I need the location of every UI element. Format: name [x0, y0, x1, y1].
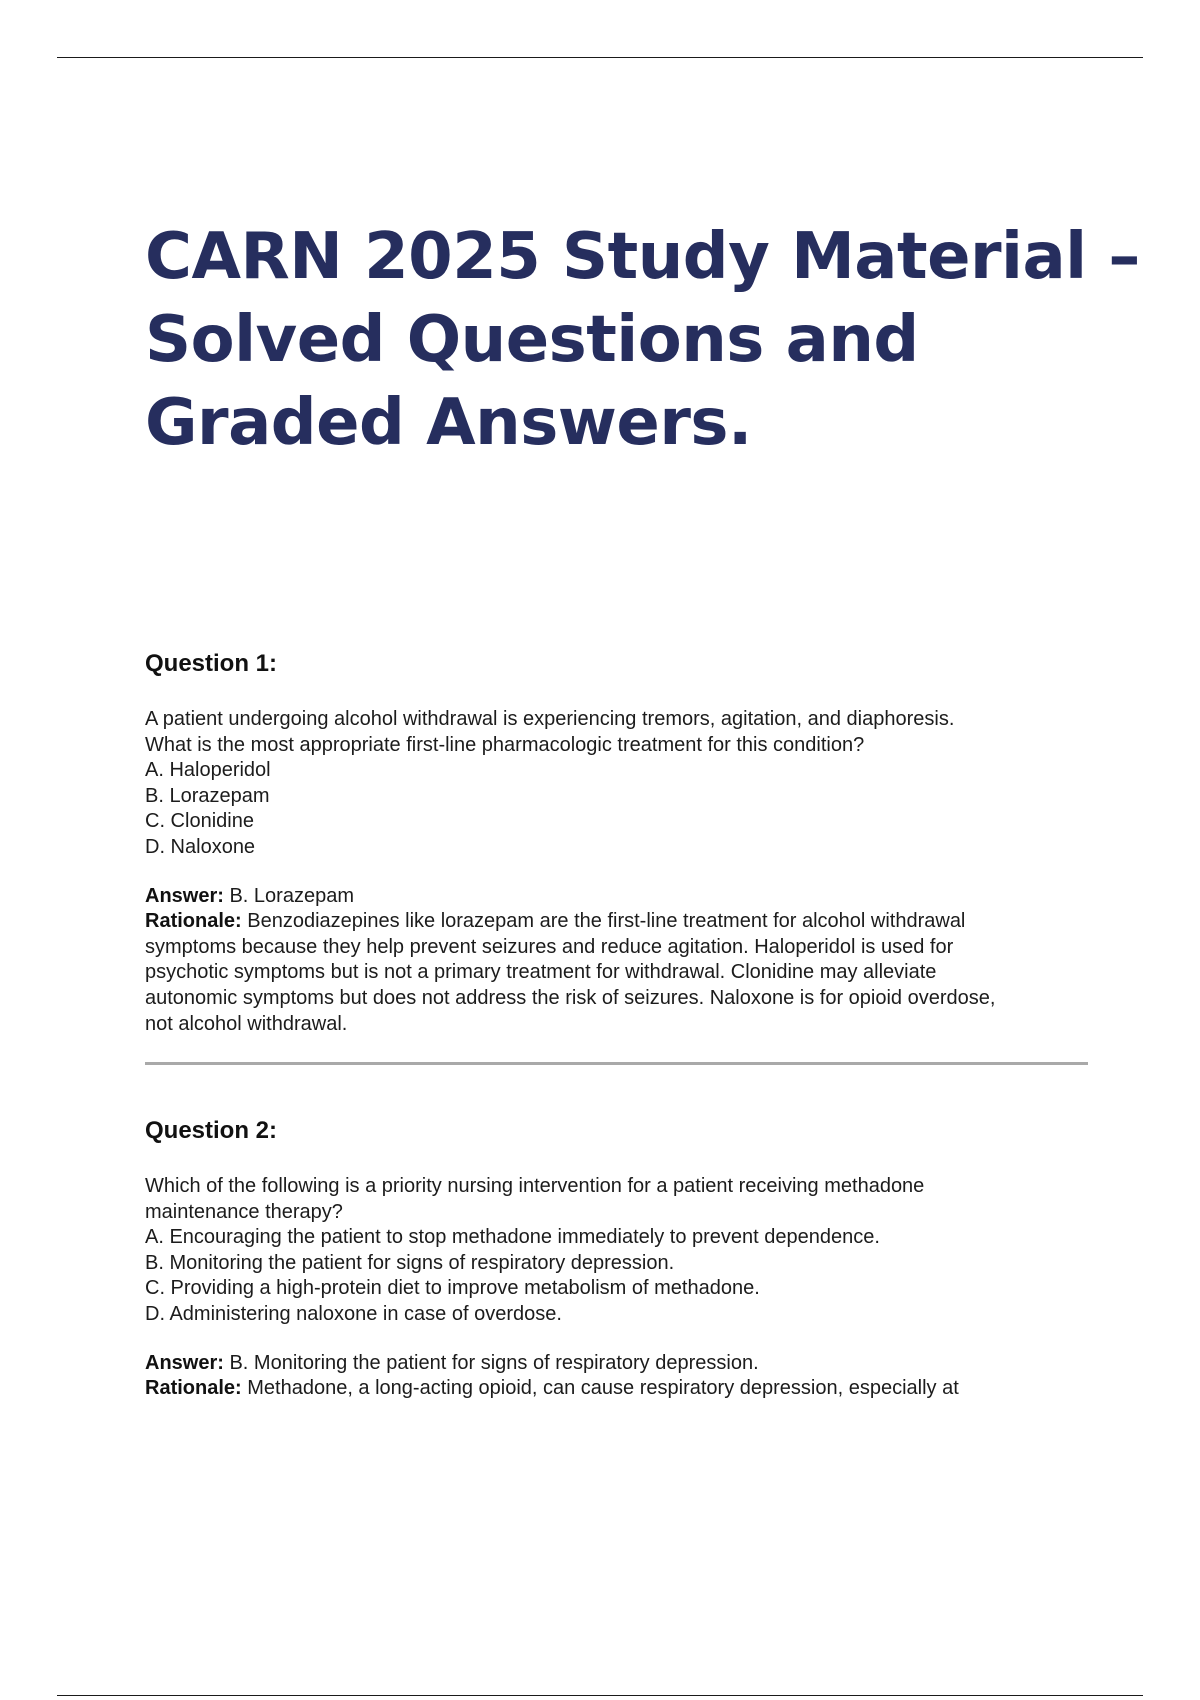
answer-label: Answer:: [145, 884, 224, 907]
answer-line: [145, 884, 1090, 910]
document-title-line: Graded Answers.: [145, 386, 752, 460]
question-stem-line: Which of the following is a priority nursing intervention for a patient receiving methadone: [145, 1175, 925, 1197]
question-body: [145, 1174, 1090, 1328]
question-body: [145, 707, 1090, 861]
answer-option: D. Administering naloxone in case of overdose.: [145, 1302, 562, 1325]
answer-label: Answer:: [145, 1351, 224, 1374]
rationale-line: psychotic symptoms but is not a primary treatment for withdrawal. Clonidine may alleviate: [145, 961, 937, 984]
rationale-text: Methadone, a long-acting opioid, can cause respiratory depression, especially at: [241, 1377, 959, 1400]
answer-text: B. Lorazepam: [223, 884, 354, 907]
answer-option: C. Providing a high-protein diet to improve metabolism of methadone.: [145, 1277, 760, 1300]
question-stem-line: A patient undergoing alcohol withdrawal is experiencing tremors, agitation, and diaphoresis.: [145, 708, 955, 730]
answer-line: [145, 1351, 1090, 1377]
answer-text: B. Monitoring the patient for signs of respiratory depression.: [223, 1351, 759, 1374]
rationale-line: symptoms because they help prevent seizures and reduce agitation. Haloperidol is used for: [145, 935, 954, 958]
question-2: [145, 1117, 1090, 1402]
answer-option: B. Lorazepam: [145, 784, 270, 807]
rationale-line: autonomic symptoms but does not address the risk of seizures. Naloxone is for opioid overdose,: [145, 986, 996, 1009]
page-bottom-rule: [57, 1695, 1143, 1696]
rationale-line: not alcohol withdrawal.: [145, 1012, 348, 1035]
rationale-line: [145, 1376, 1090, 1402]
answer-option: A. Encouraging the patient to stop methadone immediately to prevent dependence.: [145, 1226, 880, 1249]
rationale-label: Rationale:: [145, 910, 242, 933]
rationale-line: [145, 909, 1090, 935]
question-stem-line: maintenance therapy?: [145, 1200, 343, 1223]
document-title-line: Solved Questions and: [145, 303, 919, 377]
rationale-text: Benzodiazepines like lorazepam are the first-line treatment for alcohol withdrawal: [241, 910, 966, 933]
question-1: [145, 650, 1090, 1037]
section-divider: [145, 1062, 1088, 1065]
question-heading: Question 1:: [145, 650, 278, 677]
page-top-rule: [57, 57, 1143, 58]
question-heading: Question 2:: [145, 1117, 278, 1144]
answer-block: [145, 884, 1090, 1038]
rationale-label: Rationale:: [145, 1377, 242, 1400]
question-stem-line: What is the most appropriate first-line pharmacologic treatment for this condition?: [145, 733, 865, 756]
document-title: [145, 216, 1140, 465]
answer-block: [145, 1351, 1090, 1402]
answer-option: B. Monitoring the patient for signs of respiratory depression.: [145, 1251, 675, 1274]
answer-option: A. Haloperidol: [145, 759, 271, 782]
answer-option: D. Naloxone: [145, 835, 256, 858]
answer-option: C. Clonidine: [145, 810, 254, 833]
document-title-line: CARN 2025 Study Material –: [145, 220, 1140, 294]
